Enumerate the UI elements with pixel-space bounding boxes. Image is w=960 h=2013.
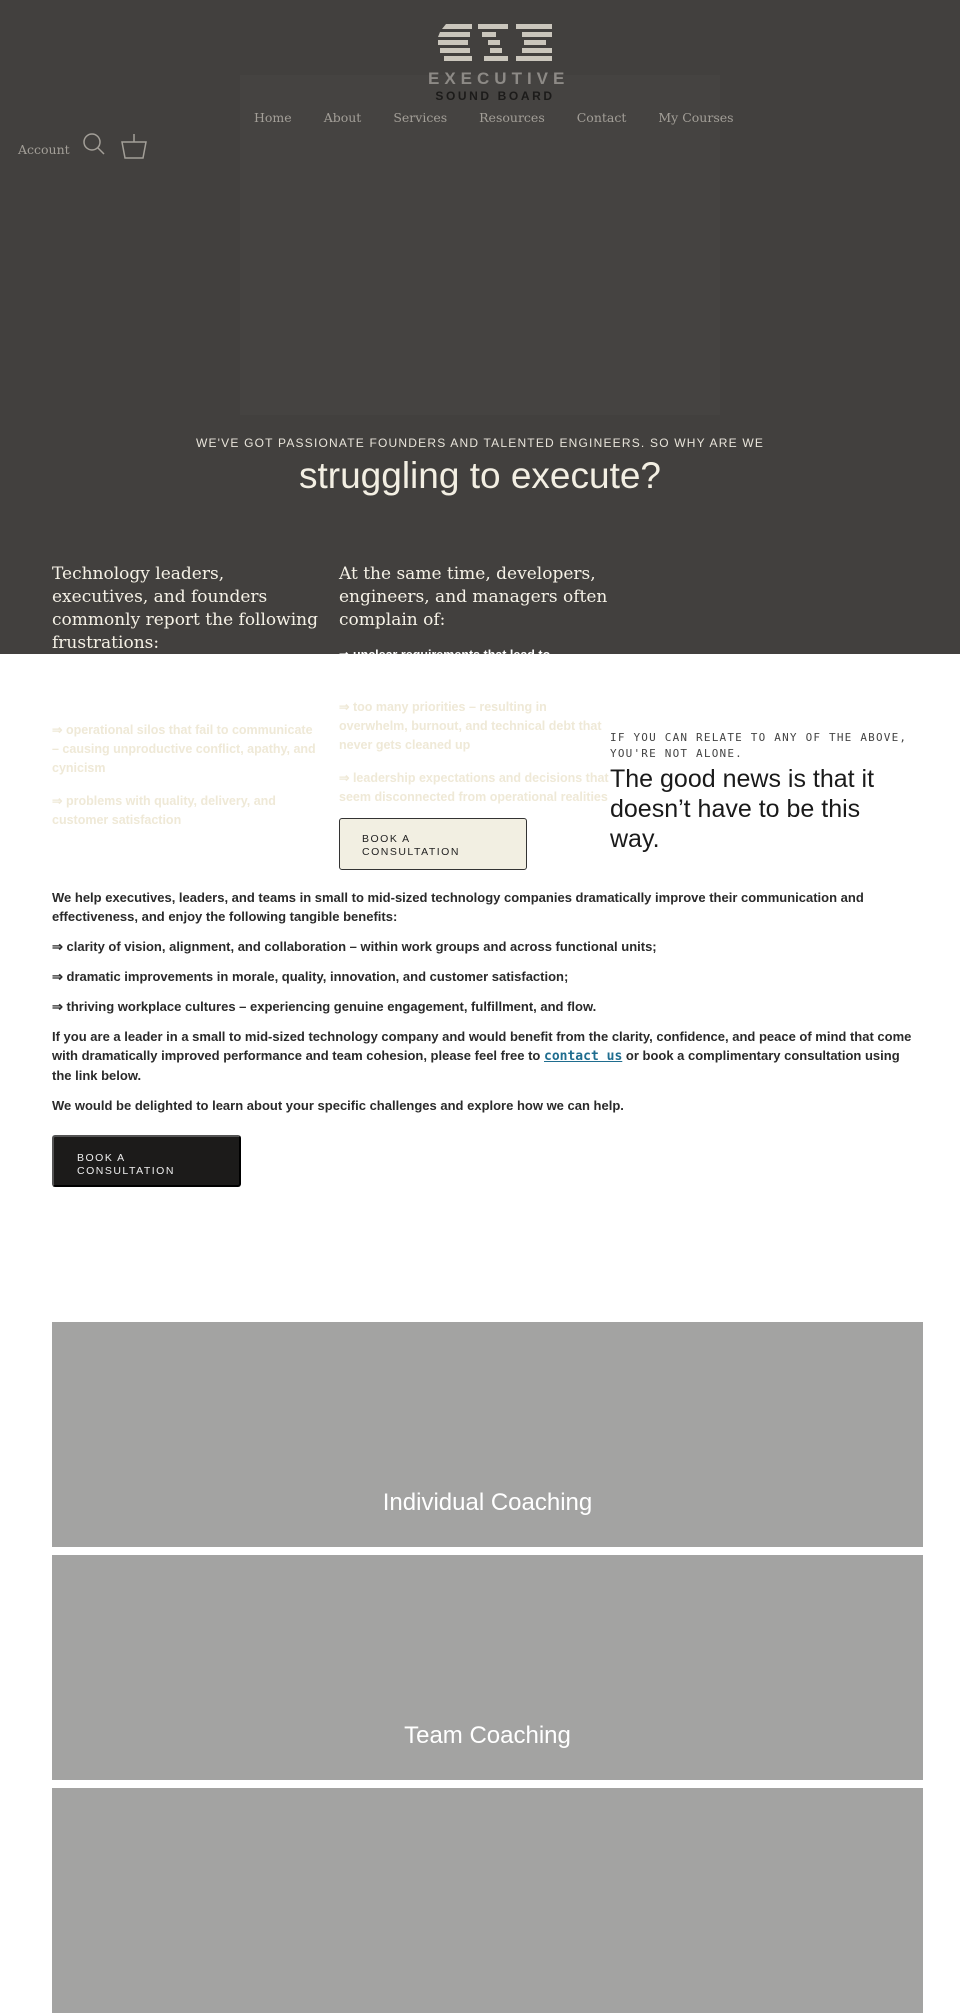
individual-coaching-card[interactable] — [52, 1322, 923, 1547]
benefit-item: ⇒ clarity of vision, alignment, and collaboration – within work groups and across functional units; — [52, 939, 657, 954]
cart-icon[interactable] — [120, 132, 148, 160]
benefit-item: ⇒ dramatic improvements in morale, quality, innovation, and customer satisfaction; — [52, 969, 569, 984]
list-item: ⇒ inability to execute on organizational vision and strategy — [52, 671, 286, 704]
list-item: ⇒ problems with quality, delivery, and customer satisfaction — [52, 794, 276, 827]
card-title: Individual Coaching — [382, 1489, 593, 1516]
list-item: ⇒ too many priorities – resulting in overwhelm, burnout, and technical debt that never gets cleaned up — [339, 700, 602, 752]
intro-paragraph: We help executives, leaders, and teams in small to mid-sized technology companies dramatically improve their communication and effectiveness, and enjoy the following tangible benefits: — [52, 890, 864, 924]
nav-contact[interactable]: Contact — [576, 110, 627, 125]
logo-text-executive: EXECUTIVE — [428, 69, 570, 88]
list-item: ⇒ unclear requirements that lead to frustrating rework — [339, 648, 551, 681]
good-news-heading: The good news is that it doesn’t have to be this way. — [610, 765, 875, 853]
contact-paragraph — [52, 1027, 912, 1085]
contact-text-end: or book a complimentary consultation using the link below. — [52, 1048, 900, 1083]
contact-text: If you are a leader in a small to mid-sized technology company and would benefit from the clarity, confidence, and peace of mind that come with dramatically improved performance and team cohesion, please feel free to — [52, 1029, 912, 1063]
developers-column — [339, 563, 609, 807]
nav-my-courses[interactable]: My Courses — [658, 110, 734, 125]
hero-eyebrow: WE'VE GOT PASSIONATE FOUNDERS AND TALENTED ENGINEERS. SO WHY ARE WE — [195, 436, 765, 450]
book-consultation-button-dark[interactable]: BOOK A CONSULTATION — [52, 1135, 241, 1187]
relate-eyebrow: IF YOU CAN RELATE TO ANY OF THE ABOVE, YOU'RE NOT ALONE. — [610, 731, 908, 760]
developers-heading: At the same time, developers, engineers, and managers often complain of: — [339, 564, 608, 630]
nav-resources[interactable]: Resources — [479, 110, 545, 125]
list-item: ⇒ leadership expectations and decisions that seem disconnected from operational realities — [339, 771, 609, 804]
body-copy — [52, 888, 912, 1126]
card-title: Team Coaching — [404, 1722, 571, 1749]
logo-text-sound-board: SOUND BOARD — [435, 89, 555, 103]
leaders-column — [52, 563, 322, 830]
logo-mark-icon — [436, 22, 554, 62]
benefit-item: ⇒ thriving workplace cultures – experiencing genuine engagement, fulfillment, and flow. — [52, 999, 597, 1014]
main-nav — [254, 110, 734, 125]
nav-home[interactable]: Home — [254, 110, 292, 125]
hero-title: struggling to execute? — [298, 455, 661, 496]
list-item: ⇒ operational silos that fail to communicate – causing unproductive conflict, apathy, and cynicism — [52, 723, 316, 775]
nav-services[interactable]: Services — [393, 110, 448, 125]
logo[interactable] — [428, 22, 570, 103]
account-link[interactable]: Account — [18, 142, 70, 157]
hero-image-panel — [240, 75, 720, 415]
closing-paragraph: We would be delighted to learn about your specific challenges and explore how we can help. — [52, 1098, 624, 1113]
coaching-card[interactable] — [52, 1788, 923, 2013]
nav-about[interactable]: About — [323, 110, 362, 125]
contact-us-link[interactable]: contact us — [544, 1049, 623, 1064]
hero-section — [0, 0, 960, 654]
book-consultation-button[interactable]: BOOK A CONSULTATION — [339, 818, 527, 870]
search-icon[interactable] — [82, 132, 106, 156]
leaders-heading: Technology leaders, executives, and founders commonly report the following frustrations: — [52, 564, 318, 653]
team-coaching-card[interactable] — [52, 1555, 923, 1780]
